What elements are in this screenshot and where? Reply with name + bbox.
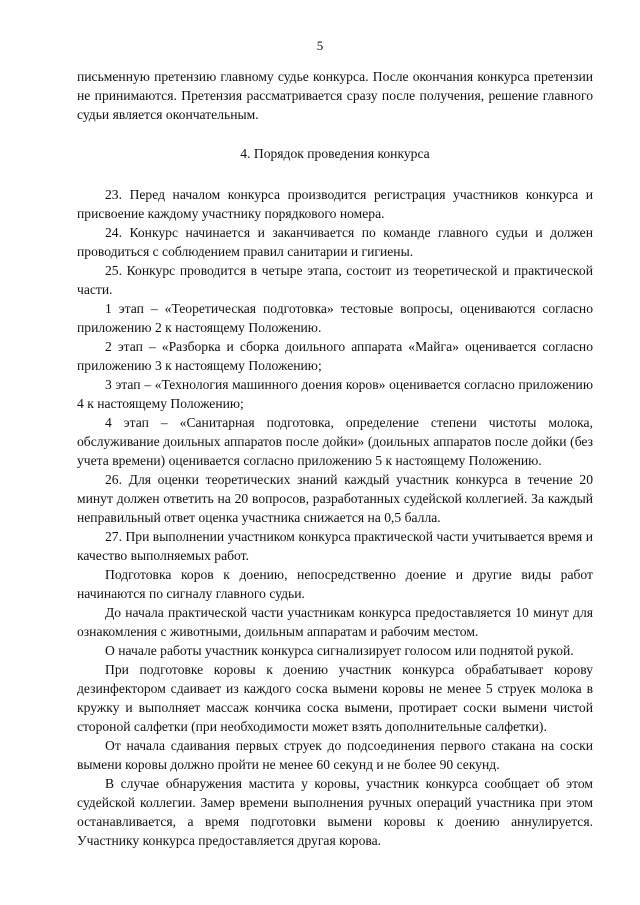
- section-title: 4. Порядок проведения конкурса: [240, 146, 430, 161]
- familiarization-paragraph: До начала практической части участникам конкурса предоставляется 10 минут для ознакомления с животными, доильным аппаратам и рабочим местом.: [77, 605, 593, 639]
- paragraph-25: 25. Конкурс проводится в четыре этапа, состоит из теоретической и практической части.: [77, 263, 593, 297]
- document-body: [77, 67, 593, 850]
- preparation-paragraph: Подготовка коров к доению, непосредственно доение и другие виды работ начинаются по сигналу главного судьи.: [77, 567, 593, 601]
- paragraph-23: 23. Перед началом конкурса производится регистрация участников конкурса и присвоение каждому участнику порядкового номера.: [77, 187, 593, 221]
- intro-paragraph: письменную претензию главному судье конкурса. После окончания конкурса претензии не принимаются. Претензия рассматривается сразу после получения, решение главного судьи является окончательным.: [77, 69, 593, 122]
- paragraph-27: 27. При выполнении участником конкурса практической части учитывается время и качество выполняемых работ.: [77, 529, 593, 563]
- paragraph-24: 24. Конкурс начинается и заканчивается по команде главного судьи и должен проводиться с соблюдением правил санитарии и гигиены.: [77, 225, 593, 259]
- paragraph-26: 26. Для оценки теоретических знаний каждый участник конкурса в течение 20 минут должен ответить на 20 вопросов, разработанных судейской коллегией. За каждый неправильный ответ оценка участника снижается на 0,5 балла.: [77, 472, 593, 525]
- udder-preparation-paragraph: При подготовке коровы к доению участник конкурса обрабатывает корову дезинфектором сдаивает из каждого соска вымени коровы не менее 5 струек молока в кружку и выполняет массаж кончика соска вымени, протирает соски вымени чистой стороной салфетки (при необходимости может взять дополнительные салфетки).: [77, 662, 593, 734]
- mastitis-paragraph: В случае обнаружения мастита у коровы, участник конкурса сообщает об этом судейской коллегии. Замер времени выполнения ручных операций участника при этом останавливается, а время подготовки вымени коровы к доению аннулируется. Участнику конкурса предоставляется другая корова.: [77, 776, 593, 848]
- page-number: 5: [316, 38, 324, 53]
- stage-1-paragraph: 1 этап – «Теоретическая подготовка» тестовые вопросы, оцениваются согласно приложению 2 к настоящему Положению.: [77, 301, 593, 335]
- stage-4-paragraph: 4 этап – «Санитарная подготовка, определение степени чистоты молока, обслуживание доильных аппаратов после дойки» (доильных аппаратов после дойки (без учета времени) оценивается согласно приложению 5 к настоящему Положению.: [77, 415, 593, 468]
- stage-3-paragraph: 3 этап – «Технология машинного доения коров» оценивается согласно приложению 4 к настоящему Положению;: [77, 377, 593, 411]
- stage-2-paragraph: 2 этап – «Разборка и сборка доильного аппарата «Майга» оценивается согласно приложению 3 к настоящему Положению;: [77, 339, 593, 373]
- start-signal-paragraph: О начале работы участник конкурса сигнализирует голосом или поднятой рукой.: [105, 643, 574, 658]
- timing-paragraph: От начала сдаивания первых струек до подсоединения первого стакана на соски вымени коровы должно пройти не менее 60 секунд и не более 90 секунд.: [77, 738, 593, 772]
